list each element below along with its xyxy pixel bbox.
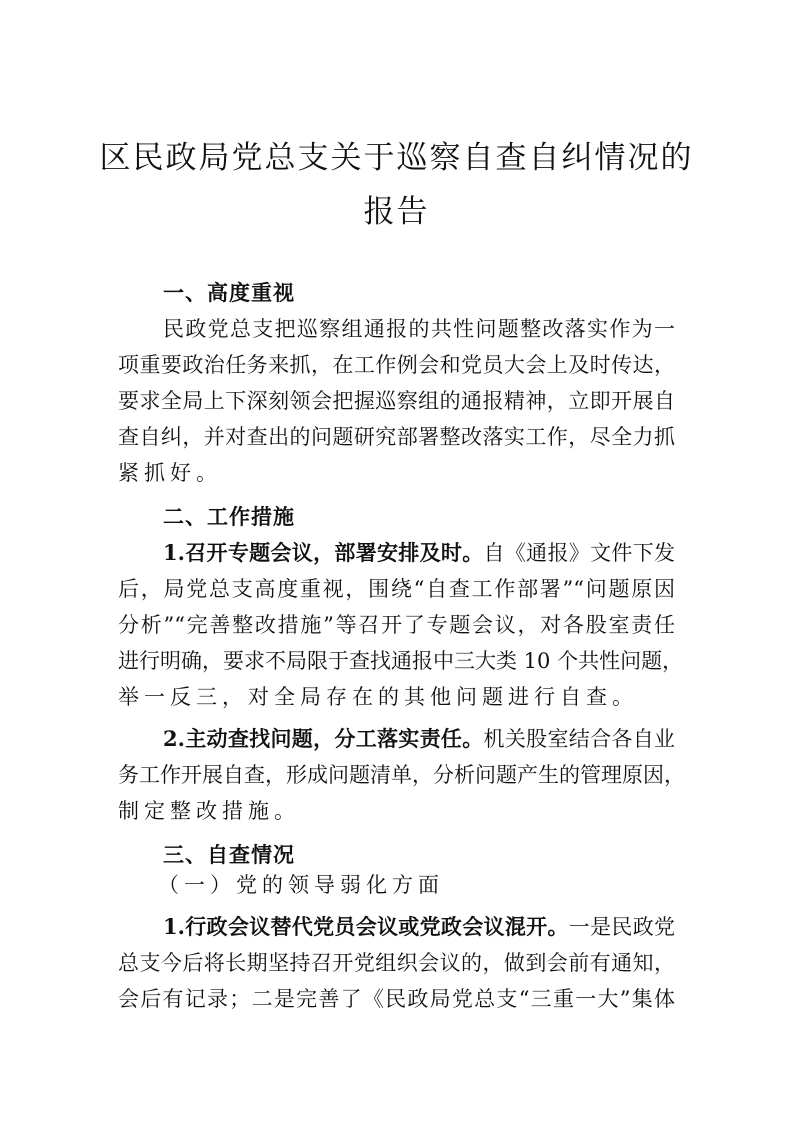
document-body bbox=[118, 275, 685, 1017]
paragraph-line: 总支今后将长期坚持召开党组织会议的，做到会前有通知， bbox=[118, 951, 675, 975]
paragraph-line bbox=[118, 535, 675, 571]
paragraph-line: 项重要政治任务来抓，在工作例会和党员大会上及时传达， bbox=[118, 353, 675, 377]
paragraph-line: 民政党总支把巡察组通报的共性问题整改落实作为一 bbox=[163, 317, 675, 341]
bold-lead: 1.行政会议替代党员会议或党政会议混开。 bbox=[163, 914, 569, 939]
paragraph-text: 自《通报》文件下发 bbox=[483, 541, 676, 565]
paragraph-line: 查自纠，并对查出的问题研究部署整改落实工作，尽全力抓 bbox=[118, 425, 675, 449]
section-heading: 三、自查情况 bbox=[163, 843, 295, 867]
paragraph-line bbox=[118, 721, 675, 757]
section-heading: 一、高度重视 bbox=[163, 281, 295, 305]
document-title: 区民政局党总支关于巡察自查自纠情况的 bbox=[99, 140, 694, 176]
paragraph-line: 要求全局上下深刻领会把握巡察组的通报精神，立即开展自 bbox=[118, 389, 675, 413]
document-title-line2: 报告 bbox=[363, 194, 430, 230]
bold-lead: 2.主动查找问题，分工落实责任。 bbox=[163, 726, 484, 751]
paragraph-text: 机关股室结合各自业 bbox=[483, 727, 676, 751]
subsection-heading: （一）党的领导弱化方面 bbox=[158, 873, 444, 897]
paragraph-line: 务工作开展自查，形成问题清单，分析问题产生的管理原因， bbox=[118, 763, 685, 787]
paragraph-line: 会后有记录；二是完善了《民政局党总支“三重一大”集体 bbox=[118, 987, 675, 1011]
paragraph-text: 一是民政党 bbox=[568, 915, 676, 939]
paragraph-line: 举一反三，对全局存在的其他问题进行自查。 bbox=[118, 685, 638, 709]
paragraph-line: 分析”“完善整改措施”等召开了专题会议，对各股室责任 bbox=[118, 613, 675, 637]
section-heading: 二、工作措施 bbox=[163, 505, 295, 529]
paragraph-line: 后，局党总支高度重视，围绕“自查工作部署”“问题原因 bbox=[118, 577, 675, 601]
paragraph-line: 制定整改措施。 bbox=[118, 799, 300, 823]
bold-lead: 1.召开专题会议，部署安排及时。 bbox=[163, 540, 484, 565]
paragraph-line: 进行明确，要求不局限于查找通报中三大类 10 个共性问题， bbox=[118, 649, 684, 673]
paragraph-line: 紧抓好。 bbox=[118, 461, 222, 485]
paragraph-line bbox=[118, 909, 675, 945]
